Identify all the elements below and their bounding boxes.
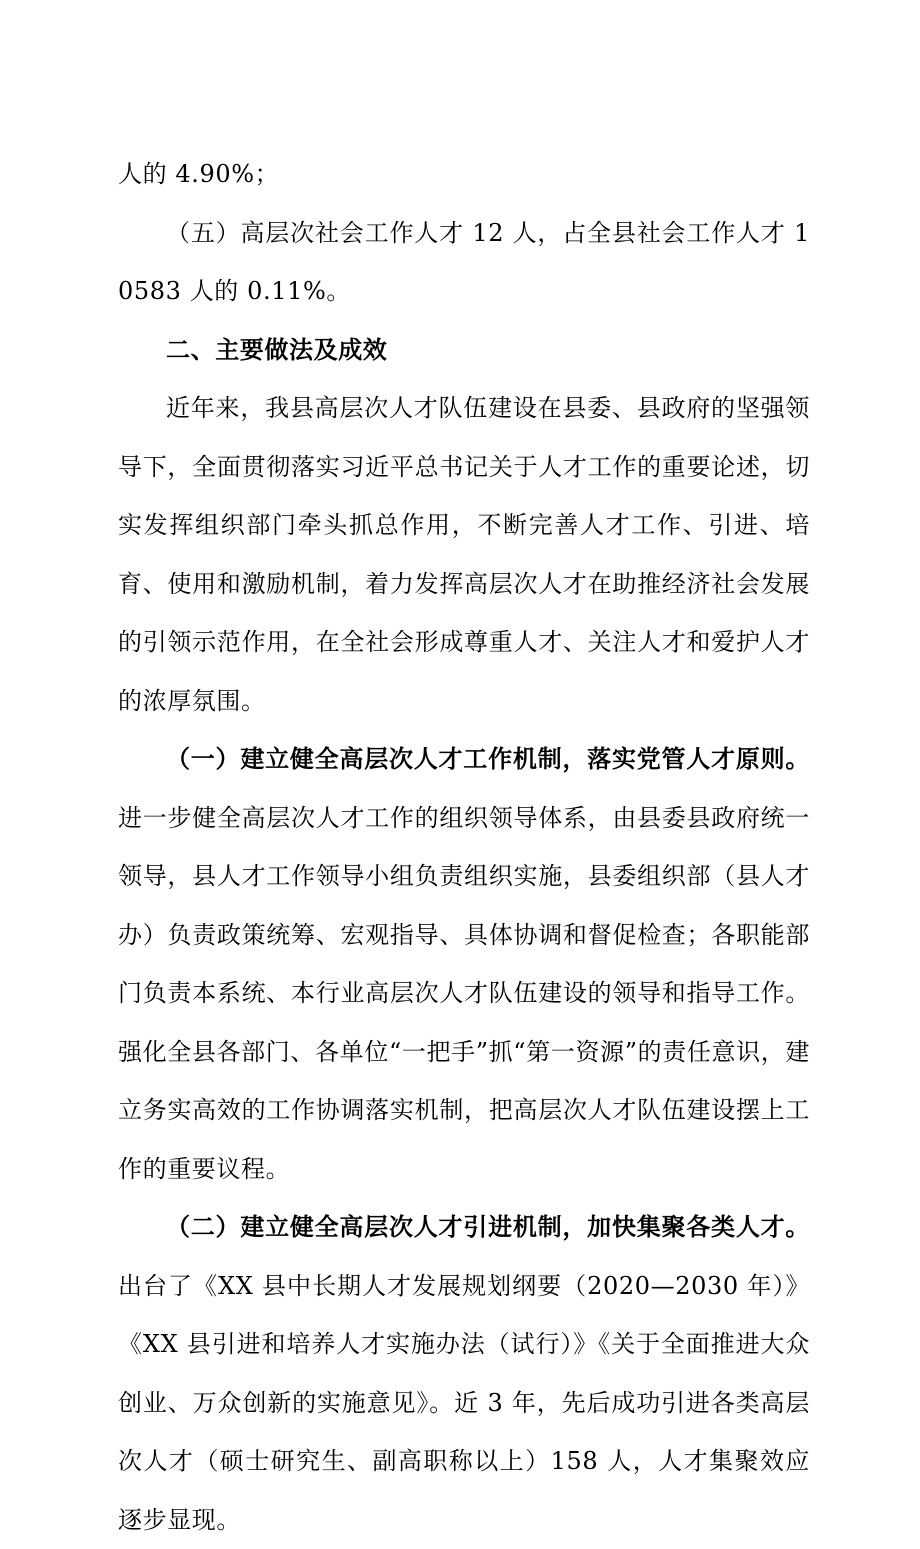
paragraph-item-five: （五）高层次社会工作人才 12 人，占全县社会工作人才 10583 人的 0.11%。 [118,218,810,305]
item-one-title: （一）建立健全高层次人才工作机制，落实党管人才原则。 [166,745,810,773]
paragraph-item-one [118,730,810,1198]
item-one-body: 进一步健全高层次人才工作的组织领导体系，由县委县政府统一领导，县人才工作领导小组负责组织实施，县委组织部（县人才办）负责政策统筹、宏观指导、具体协调和督促检查；各职能部门负责本系统、本行业高层次人才队伍建设的领导和指导工作。强化全县各部门、各单位“一把手”抓“第一资源”的责任意识，建立务实高效的工作协调落实机制，把高层次人才队伍建设摆上工作的重要议程。 [118,803,810,1183]
document-body [118,145,810,1549]
paragraph-item-two [118,1198,810,1549]
paragraph-continuation: 人的 4.90%； [118,160,280,188]
item-two-title: （二）建立健全高层次人才引进机制，加快集聚各类人才。 [166,1213,810,1241]
paragraph-intro: 近年来，我县高层次人才队伍建设在县委、县政府的坚强领导下，全面贯彻落实习近平总书记关于人才工作的重要论述，切实发挥组织部门牵头抓总作用，不断完善人才工作、引进、培育、使用和激励机制，着力发挥高层次人才在助推经济社会发展的引领示范作用，在全社会形成尊重人才、关注人才和爱护人才的浓厚氛围。 [118,394,810,715]
section-heading: 二、主要做法及成效 [166,335,388,364]
item-two-body: 出台了《XX 县中长期人才发展规划纲要（2020—2030 年）》《XX 县引进和培养人才实施办法（试行）》《关于全面推进大众创业、万众创新的实施意见》。近 3 年，先后成功引进各类高层次人才（硕士研究生、副高职称以上）158 人，人才集聚效应逐步显现。 [118,1271,810,1534]
